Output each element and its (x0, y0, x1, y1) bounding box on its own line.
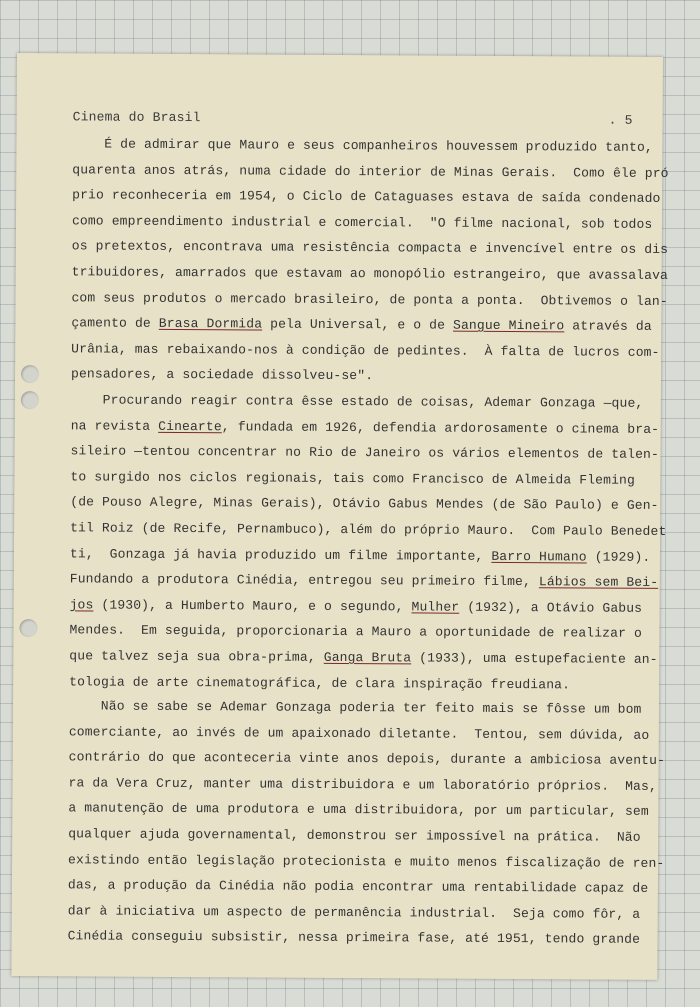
text-segment: É de admirar que Mauro e seus companheiros houvessem produzido tanto, (72, 136, 653, 155)
page-number: . 5 (608, 112, 633, 128)
text-line (70, 515, 667, 544)
text-segment: quarenta anos atrás, numa cidade do interior de Minas Gerais. Como êle pró (72, 161, 669, 181)
text-segment: existindo então legislação protecionista e muito menos fiscalização de ren- (68, 851, 665, 871)
text-line (68, 693, 642, 722)
text-segment: Procurando reagir contra êsse estado de coisas, Ademar Gonzaga —que, (70, 392, 644, 411)
underlined-title: Sangue Mineiro (452, 317, 565, 334)
text-line (70, 464, 640, 493)
page-header (72, 109, 633, 128)
text-segment: sileiro —tentou concentrar no Rio de Janeiro os vários elementos de talen- (70, 443, 660, 463)
text-segment: Urânia, mas rebaixando-nos à condição de pedintes. À falta de lucros com- (71, 341, 660, 360)
text-segment: , fundada em 1926, defendia ardorosamente o cinema bra- (221, 418, 660, 437)
text-segment: to surgido nos ciclos regionais, tais como Francisco de Almeida Fleming (70, 469, 635, 488)
underlined-title: Barro Humano (491, 548, 587, 565)
text-segment: tribuidores, amarrados que estavam ao monopólio estrangeiro, que avassalava (71, 264, 669, 283)
text-line (68, 770, 657, 799)
text-line (69, 643, 658, 672)
text-line (67, 872, 649, 901)
text-segment: (de Pouso Alegre, Minas Gerais), Otávio Gabus Mendes (de São Paulo) e Gen- (70, 494, 659, 514)
text-segment: pensadores, a sociedade dissolveu-se". (70, 366, 374, 384)
text-line (71, 285, 668, 314)
text-line (67, 924, 641, 953)
text-segment: com seus produtos o mercado brasileiro, de ponta a ponta. Obtivemos o lan- (71, 289, 668, 309)
underlined-title: jos (69, 597, 94, 613)
text-line (68, 796, 649, 825)
text-segment: Não se sabe se Ademar Gonzaga poderia ter feito mais se fôsse um bom (68, 698, 642, 717)
text-line (71, 208, 653, 237)
text-line (69, 541, 651, 570)
text-segment: Mendes. Em seguida, proporcionaria a Mauro a oportunidade de realizar o (69, 622, 643, 642)
text-segment: (1929). (586, 549, 651, 565)
paragraph-3 (67, 693, 666, 952)
text-segment: na revista (70, 417, 159, 434)
text-segment: qualquer ajuda governamental, demonstrou ser impossível na prática. Não (68, 826, 641, 845)
text-line (71, 310, 652, 339)
text-line (68, 719, 650, 748)
text-segment: çamento de (71, 315, 159, 332)
underlined-title: Mulher (411, 599, 460, 615)
text-line (72, 131, 653, 160)
text-line (69, 618, 643, 647)
punch-hole-lower (19, 619, 37, 637)
text-line (72, 183, 661, 212)
text-line (67, 898, 641, 927)
text-segment: das, a produção da Cinédia não podia encontrar uma rentabilidade capaz de (67, 877, 649, 897)
text-line (71, 259, 669, 288)
text-segment: comerciante, ao invés de um apaixonado diletante. Tentou, sem dúvida, ao (68, 723, 650, 743)
text-line (68, 821, 641, 850)
text-segment: prio reconheceria em 1954, o Ciclo de Cataguases estava de saída condenado (72, 187, 661, 207)
text-line (70, 413, 660, 442)
text-line (69, 592, 643, 621)
text-segment: Cinédia conseguiu subsistir, nessa primeira fase, até 1951, tendo grande (67, 928, 641, 948)
text-line (71, 362, 641, 391)
text-segment: pela Universal, e o de (262, 316, 454, 333)
text-segment: til Roiz (de Recife, Pernambuco), além do próprio Mauro. Com Paulo Benedet (70, 520, 667, 539)
text-segment: ra da Vera Cruz, manter uma distribuidora e um laboratório próprios. Mas, (68, 775, 657, 794)
underlined-title: Ganga Bruta (323, 649, 412, 666)
text-line (71, 336, 660, 365)
text-line (68, 745, 666, 774)
text-segment: a manutenção de uma produtora e uma distribuidora, por um particular, sem (68, 800, 649, 820)
typewritten-page (11, 53, 669, 980)
text-line (72, 157, 669, 186)
paragraph-2 (69, 387, 667, 698)
text-line (70, 439, 660, 468)
punch-hole-top (21, 365, 39, 383)
text-segment: (1930), a Humberto Mauro, e o segundo, (93, 597, 412, 615)
header-title: Cinema do Brasil (72, 109, 201, 126)
text-line (68, 847, 665, 876)
text-segment: ti, Gonzaga já havia produzido um filme importante, (69, 545, 492, 564)
text-segment: os pretextos, encontrava uma resistência compacta e invencível entre os dis (71, 238, 669, 258)
text-line (69, 566, 659, 595)
text-segment: (1933), uma estupefaciente an- (411, 650, 658, 667)
text-segment: contrário do que aconteceria vinte anos depois, durante a ambiciosa aventu- (68, 749, 666, 769)
underlined-title: Cinearte (158, 418, 222, 434)
underlined-title: Brasa Dormida (158, 316, 263, 332)
text-segment: através da (564, 318, 652, 335)
text-segment: (1932), a Otávio Gabus (459, 599, 643, 616)
text-segment: dar à iniciativa um aspecto de permanência industrial. Seja como fôr, a (67, 903, 641, 922)
text-line (70, 387, 644, 416)
text-segment: como empreendimento industrial e comercial. "O filme nacional, sob todos (71, 213, 653, 232)
text-segment: tologia de arte cinematográfica, de clara inspiração freudiana. (69, 673, 571, 692)
text-line (71, 234, 669, 263)
text-segment: Fundando a produtora Cinédia, entregou seu primeiro filme, (69, 571, 539, 590)
text-line (70, 490, 659, 519)
punch-hole-middle (21, 391, 39, 409)
text-segment: que talvez seja sua obra-prima, (69, 648, 324, 665)
underlined-title: Lábios sem Bei- (538, 574, 659, 591)
paragraph-1 (70, 131, 669, 390)
